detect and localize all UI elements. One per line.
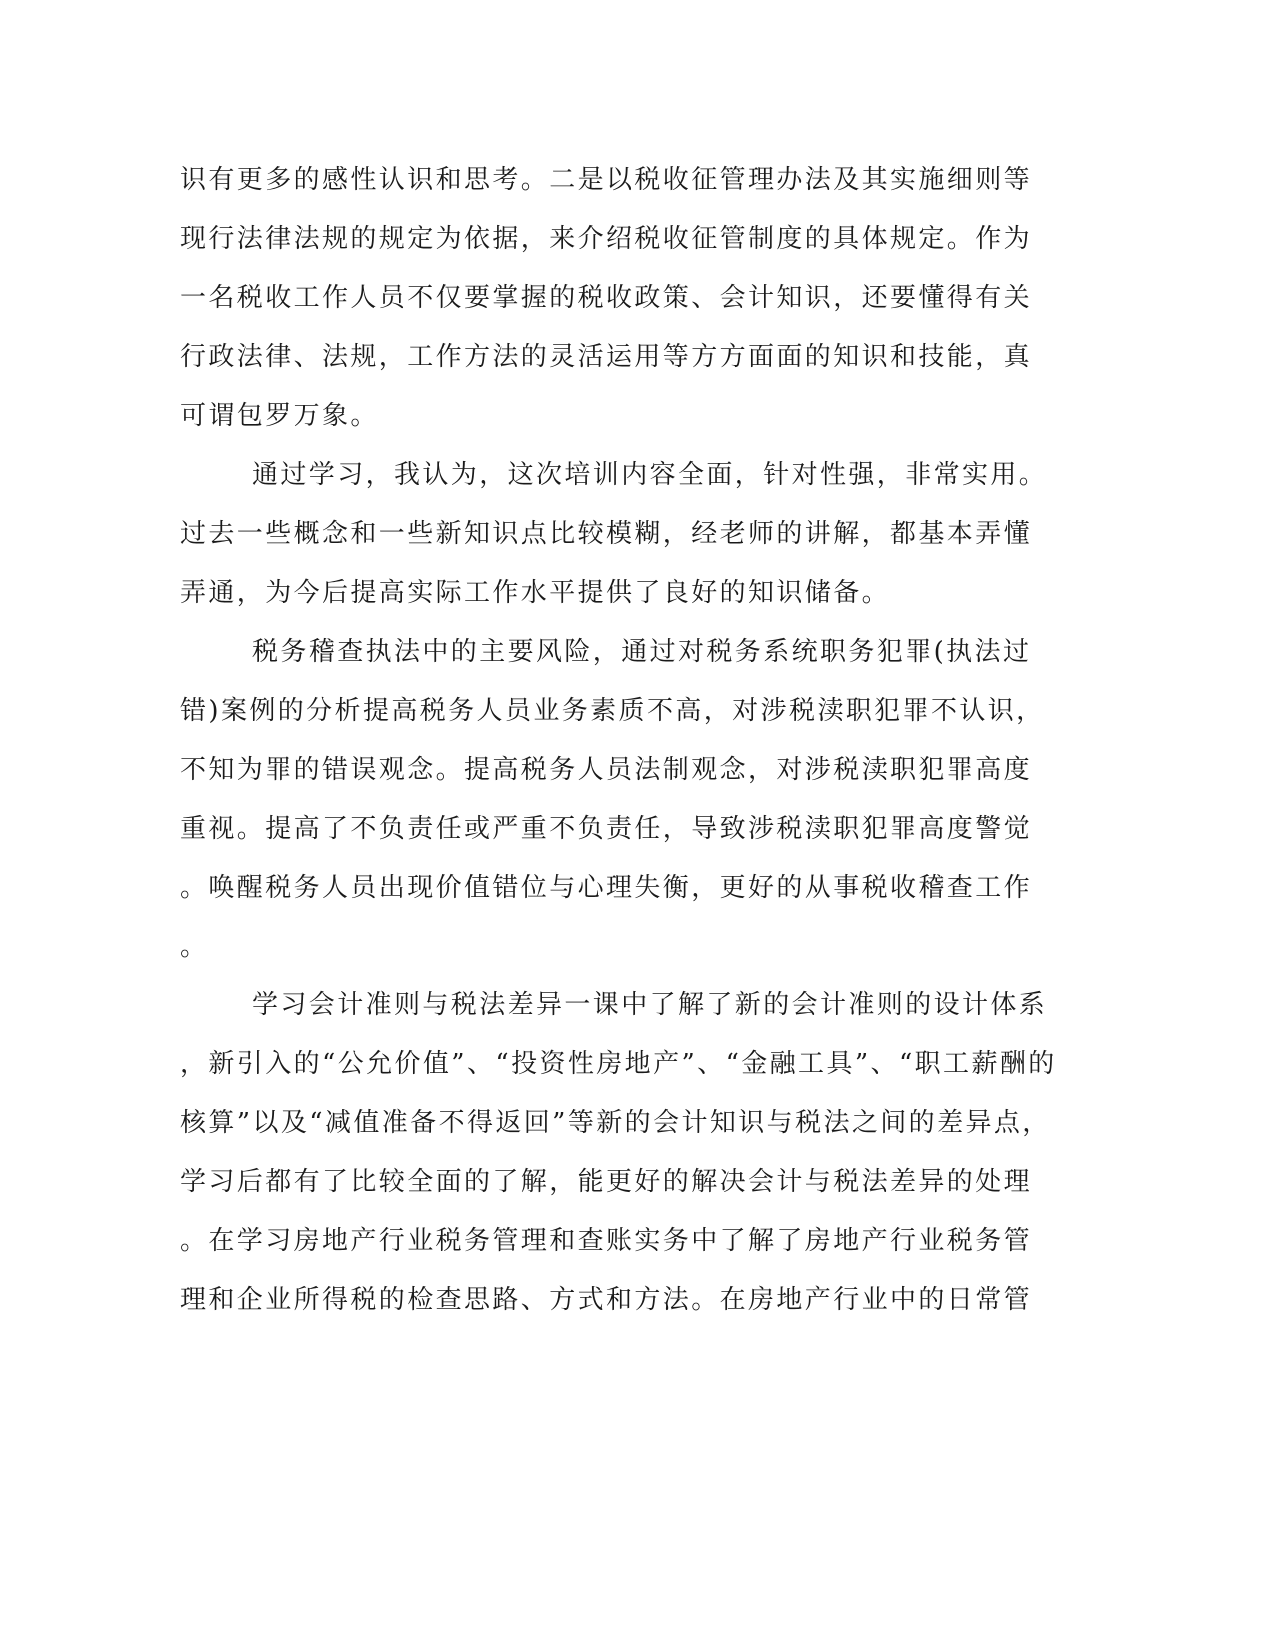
text-line: 识有更多的感性认识和思考。二是以税收征管理办法及其实施细则等 (180, 165, 1033, 195)
text-line: 现行法律法规的规定为依据，来介绍税收征管制度的具体规定。作为 (180, 224, 1033, 254)
text-line: 行政法律、法规，工作方法的灵活运用等方方面面的知识和技能，真 (180, 342, 1033, 372)
text-line: 一名税收工作人员不仅要掌握的税收政策、会计知识，还要懂得有关 (180, 283, 1033, 313)
text-line: ，新引入的“公允价值”、“投资性房地产”、“金融工具”、“职工薪酬的 (180, 1049, 1057, 1079)
text-line: 学习后都有了比较全面的了解，能更好的解决会计与税法差异的处理 (180, 1167, 1033, 1197)
text-line: 弄通，为今后提高实际工作水平提供了良好的知识储备。 (180, 578, 891, 608)
paragraph-first-line: 通过学习，我认为，这次培训内容全面，针对性强，非常实用。 (252, 460, 1048, 490)
text-line: 不知为罪的错误观念。提高税务人员法制观念，对涉税渎职犯罪高度 (180, 755, 1033, 785)
text-line: 核算”以及“减值准备不得返回”等新的会计知识与税法之间的差异点， (180, 1108, 1051, 1138)
text-line: 可谓包罗万象。 (180, 401, 379, 431)
text-line: 。在学习房地产行业税务管理和查账实务中了解了房地产行业税务管 (180, 1226, 1033, 1256)
text-line: 理和企业所得税的检查思路、方式和方法。在房地产行业中的日常管 (180, 1285, 1033, 1315)
text-line: 。唤醒税务人员出现价值错位与心理失衡，更好的从事税收稽查工作 (180, 873, 1033, 903)
paragraph-first-line: 学习会计准则与税法差异一课中了解了新的会计准则的设计体系 (252, 990, 1048, 1020)
text-line: 。 (180, 932, 209, 962)
text-line: 错)案例的分析提高税务人员业务素质不高，对涉税渎职犯罪不认识， (180, 696, 1045, 726)
text-line: 重视。提高了不负责任或严重不负责任，导致涉税渎职犯罪高度警觉 (180, 814, 1033, 844)
text-line: 过去一些概念和一些新知识点比较模糊，经老师的讲解，都基本弄懂 (180, 519, 1033, 549)
paragraph-first-line: 税务稽查执法中的主要风险，通过对税务系统职务犯罪(执法过 (252, 637, 1032, 667)
